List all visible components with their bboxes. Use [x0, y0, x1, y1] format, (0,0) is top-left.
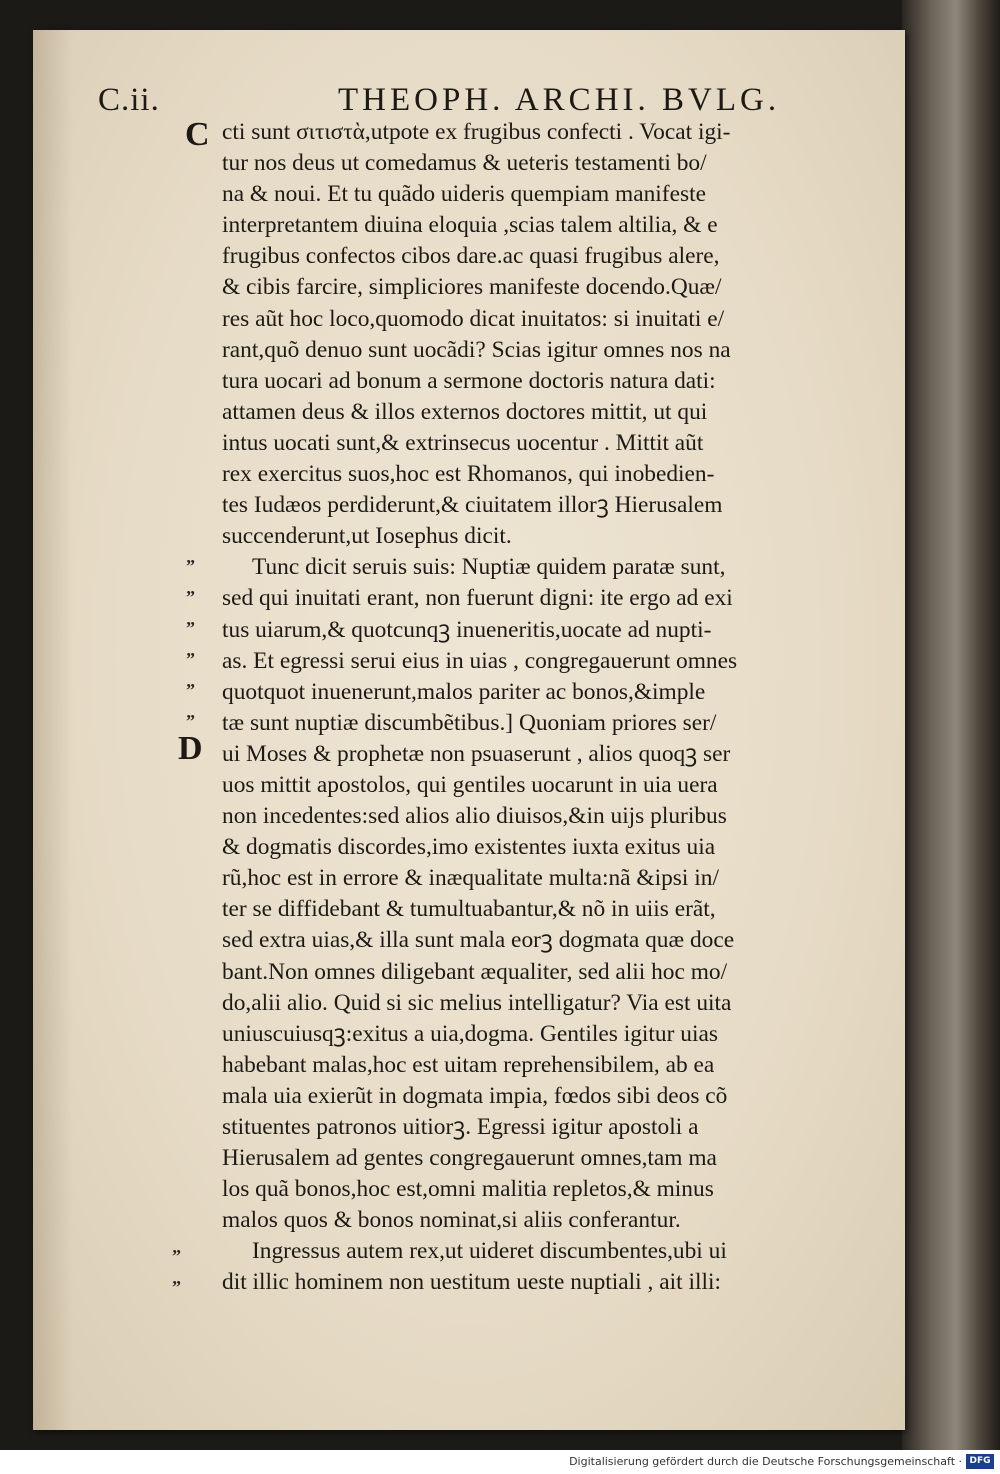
text-line: do,alii alio. Quid si sic melius intelligatur? Via est uita — [222, 989, 732, 1016]
dfg-logo-icon: DFG — [966, 1454, 994, 1469]
gutter-shadow — [33, 30, 73, 1430]
text-line: & cibis farcire, simpliciores manifeste docendo.Quæ/ — [222, 274, 722, 301]
section-letter-c: C — [185, 116, 210, 153]
text-line: sed qui inuitati erant, non fuerunt digni: ite ergo ad exi — [222, 585, 733, 612]
text-line: tæ sunt nuptiæ discumbẽtibus.] Quoniam priores ser/ — [222, 709, 717, 736]
margin-quote-mark: ” — [172, 1246, 181, 1266]
text-line: as. Et egressi serui eius in uias , congregauerunt omnes — [222, 647, 738, 674]
book-edge — [902, 0, 1000, 1450]
text-line: rant,quõ denuo sunt uocãdi? Scias igitur omnes nos na — [222, 336, 731, 363]
text-line: attamen deus & illos externos doctores mittit, ut qui — [222, 398, 708, 425]
text-line: mala uia exierũt in dogmata impia, fœdos sibi deos cõ — [222, 1082, 728, 1109]
margin-quote-mark: ” — [172, 1277, 181, 1297]
text-line: tus uiarum,& quotcunqꝫ inueneritis,uocate ad nupti- — [222, 616, 712, 643]
text-line: uos mittit apostolos, qui gentiles uocarunt in uia uera — [222, 771, 718, 798]
margin-quote-mark: ” — [186, 556, 195, 576]
text-line: rex exercitus suos,hoc est Rhomanos, qui inobedien- — [222, 461, 715, 488]
text-line: sed extra uias,& illa sunt mala eorꝫ dogmata quæ doce — [222, 927, 735, 954]
text-line: tura uocari ad bonum a sermone doctoris natura dati: — [222, 367, 716, 394]
text-line: non incedentes:sed alios alio diuisos,&in uijs pluribus — [222, 803, 727, 830]
text-line: ui Moses & prophetæ non psuaserunt , alios quoqꝫ ser — [222, 740, 731, 767]
text-line: & dogmatis discordes,imo existentes iuxta exitus uia — [222, 834, 716, 861]
text-line: rũ,hoc est in errore & inæqualitate multa:nã &ipsi in/ — [222, 865, 719, 892]
signature-mark: C.ii. — [98, 82, 160, 118]
text-line: uniuscuiusqꝫ:exitus a uia,dogma. Gentiles igitur uias — [222, 1020, 718, 1047]
text-line: ter se diffidebant & tumultuabantur,& nõ in uiis erãt, — [222, 896, 716, 923]
margin-quote-mark: ” — [186, 711, 195, 731]
running-head: THEOPH. ARCHI. BVLG. — [338, 82, 781, 118]
text-line: dit illic hominem non uestitum ueste nuptiali , ait illi: — [222, 1269, 721, 1296]
body-text — [222, 117, 902, 1299]
text-line: Tunc dicit seruis suis: Nuptiæ quidem paratæ sunt, — [252, 554, 726, 581]
text-line: res aũt hoc loco,quomodo dicat inuitatos: si inuitati e/ — [222, 305, 725, 332]
page-header — [98, 60, 858, 120]
margin-quote-mark: ” — [186, 618, 195, 638]
text-line: los quã bonos,hoc est,omni malitia repletos,& minus — [222, 1176, 714, 1203]
text-line: succenderunt,ut Iosephus dicit. — [222, 523, 512, 550]
funding-credit: Digitalisierung gefördert durch die Deutsche Forschungsgemeinschaft · — [569, 1455, 962, 1468]
text-line: frugibus confectos cibos dare.ac quasi frugibus alere, — [222, 243, 720, 270]
margin-quote-mark: ” — [186, 587, 195, 607]
text-line: interpretantem diuina eloquia ,scias talem altilia, & e — [222, 212, 718, 239]
text-line: Ingressus autem rex,ut uideret discumbentes,ubi ui — [252, 1238, 727, 1265]
text-line: tur nos deus ut comedamus & ueteris testamenti bo/ — [222, 150, 707, 177]
text-line: habebant malas,hoc est uitam reprehensibilem, ab ea — [222, 1051, 715, 1078]
text-line: na & noui. Et tu quãdo uideris quempiam manifeste — [222, 181, 706, 208]
text-line: tes Iudæos perdiderunt,& ciuitatem illorꝫ Hierusalem — [222, 492, 723, 519]
text-line: quotquot inuenerunt,malos pariter ac bonos,&imple — [222, 678, 706, 705]
text-line: stituentes patronos uitiorꝫ. Egressi igitur apostoli a — [222, 1114, 699, 1140]
footer-bar — [0, 1450, 1000, 1474]
text-line: Hierusalem ad gentes congregauerunt omnes,tam ma — [222, 1145, 717, 1172]
section-letter-d: D — [178, 730, 203, 767]
margin-quote-mark: ” — [186, 649, 195, 669]
margin-quote-mark: ” — [186, 680, 195, 700]
text-line: intus uocati sunt,& extrinsecus uocentur . Mittit aũt — [222, 429, 704, 456]
text-line: bant.Non omnes diligebant æqualiter, sed alii hoc mo/ — [222, 958, 728, 985]
text-line: malos quos & bonos nominat,si aliis conferantur. — [222, 1207, 681, 1234]
text-line: cti sunt σιτιστὰ,utpote ex frugibus confecti . Vocat igi- — [222, 119, 731, 145]
